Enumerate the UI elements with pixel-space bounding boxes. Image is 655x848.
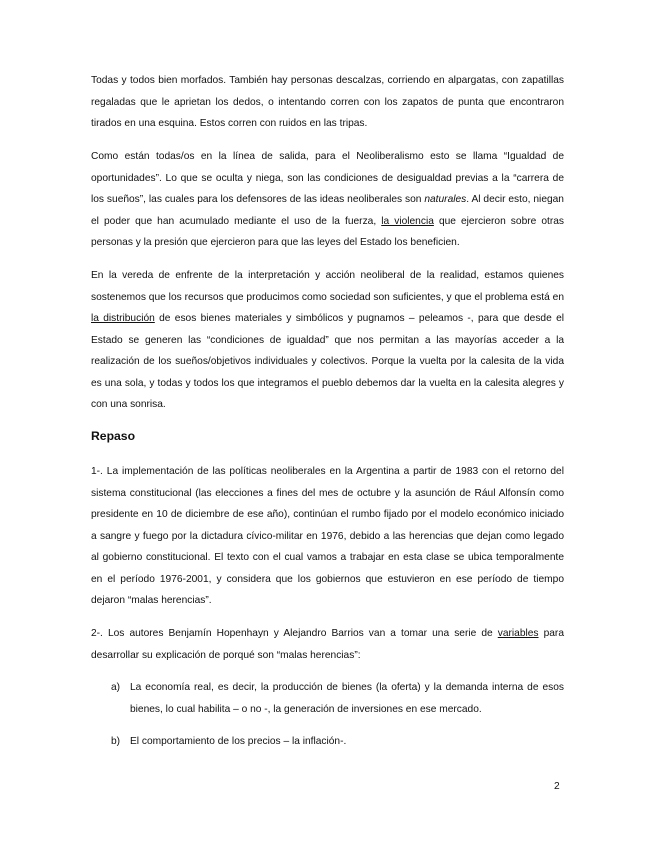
paragraph-5-text-b: para desarrollar su explicación de porqué son “malas herencias”: — [91, 628, 564, 661]
list-item-marker: a) — [111, 682, 121, 693]
paragraph-2-text-c: que ejercieron sobre otras personas y la presión que ejercieron para que las leyes del Estado los beneficien. — [91, 215, 565, 248]
paragraph-5-text-a: 2-. Los autores Benjamín Hopenhayn y Alejandro Barrios van a tomar una serie de — [91, 628, 498, 639]
paragraph-3-text-a: En la vereda de enfrente de la interpretación y acción neoliberal de la realidad, estamos quienes sostenemos que los recursos que producimos como sociedad son suficientes, y que el problema está en — [91, 270, 564, 303]
paragraph-1 — [91, 70, 564, 135]
list-item-text: La economía real, es decir, la producción de bienes (la oferta) y la demanda interna de esos bienes, lo cual habilita – o no -, la generación de inversiones en ese mercado. — [130, 682, 564, 715]
paragraph-2-text-a: Como están todas/os en la línea de salida, para el Neoliberalismo esto se llama “Igualdad de oportunidades”. Lo que se oculta y niega, son las condiciones de desigualdad previas a la “carrera de los sueños”, las cuales para los defensores de las ideas neoliberales son — [91, 151, 564, 205]
page-number: 2 — [554, 781, 560, 792]
emphasis-naturales: naturales — [424, 194, 467, 205]
paragraph-3-text-b: de esos bienes materiales y simbólicos y pugnamos – peleamos -, para que desde el Estado se generen las “condiciones de igualdad” que nos permitan a las mayorías acceder a la realización de los sueños/objetivos individuales y colectivos. Porque la vuelta por la calesita de la vida es una sola, y todas y todos los que integramos el pueblo debemos dar la vuelta en la calesita alegres y con una sonrisa. — [91, 313, 564, 410]
list-item-marker: b) — [111, 736, 121, 747]
paragraph-1-text: Todas y todos bien morfados. También hay personas descalzas, corriendo en alpargatas, con zapatillas regaladas que le aprietan los dedos, o intentando corren con los zapatos de punta que encontraron tirados en una esquina. Estos corren con ruidos en las tripas. — [91, 75, 564, 129]
underlined-variables: variables — [497, 628, 539, 639]
list-item-text: El comportamiento de los precios – la inflación-. — [130, 736, 347, 747]
section-heading-repaso: Repaso — [91, 429, 136, 443]
paragraph-5 — [91, 623, 564, 666]
paragraph-2-text-b: . Al decir esto, niegan el poder que han acumulado mediante el uso de la fuerza, — [91, 194, 564, 227]
underlined-la-violencia: la violencia — [381, 215, 434, 227]
paragraph-4 — [91, 461, 564, 612]
paragraph-3 — [91, 265, 564, 416]
paragraph-2 — [91, 146, 564, 254]
underlined-la-distribucion: la distribución — [91, 313, 155, 324]
paragraph-4-text: 1-. La implementación de las políticas neoliberales en la Argentina a partir de 1983 con el retorno del sistema constitucional (las elecciones a fines del mes de octubre y la asunción de Rául Alfonsín como presidente en 10 de diciembre de ese año), continúan el rumbo fijado por el modelo económico iniciado a sangre y fuego por la dictadura cívico-militar en 1976, debido a las herencias que dejan como legado al gobierno constitucional. El texto con el cual vamos a trabajar en esta clase se ubica temporalmente en el período 1976-2001, y considera que los gobiernos que estuvieron en ese período de tiempo dejaron “malas herencias”. — [91, 466, 564, 606]
